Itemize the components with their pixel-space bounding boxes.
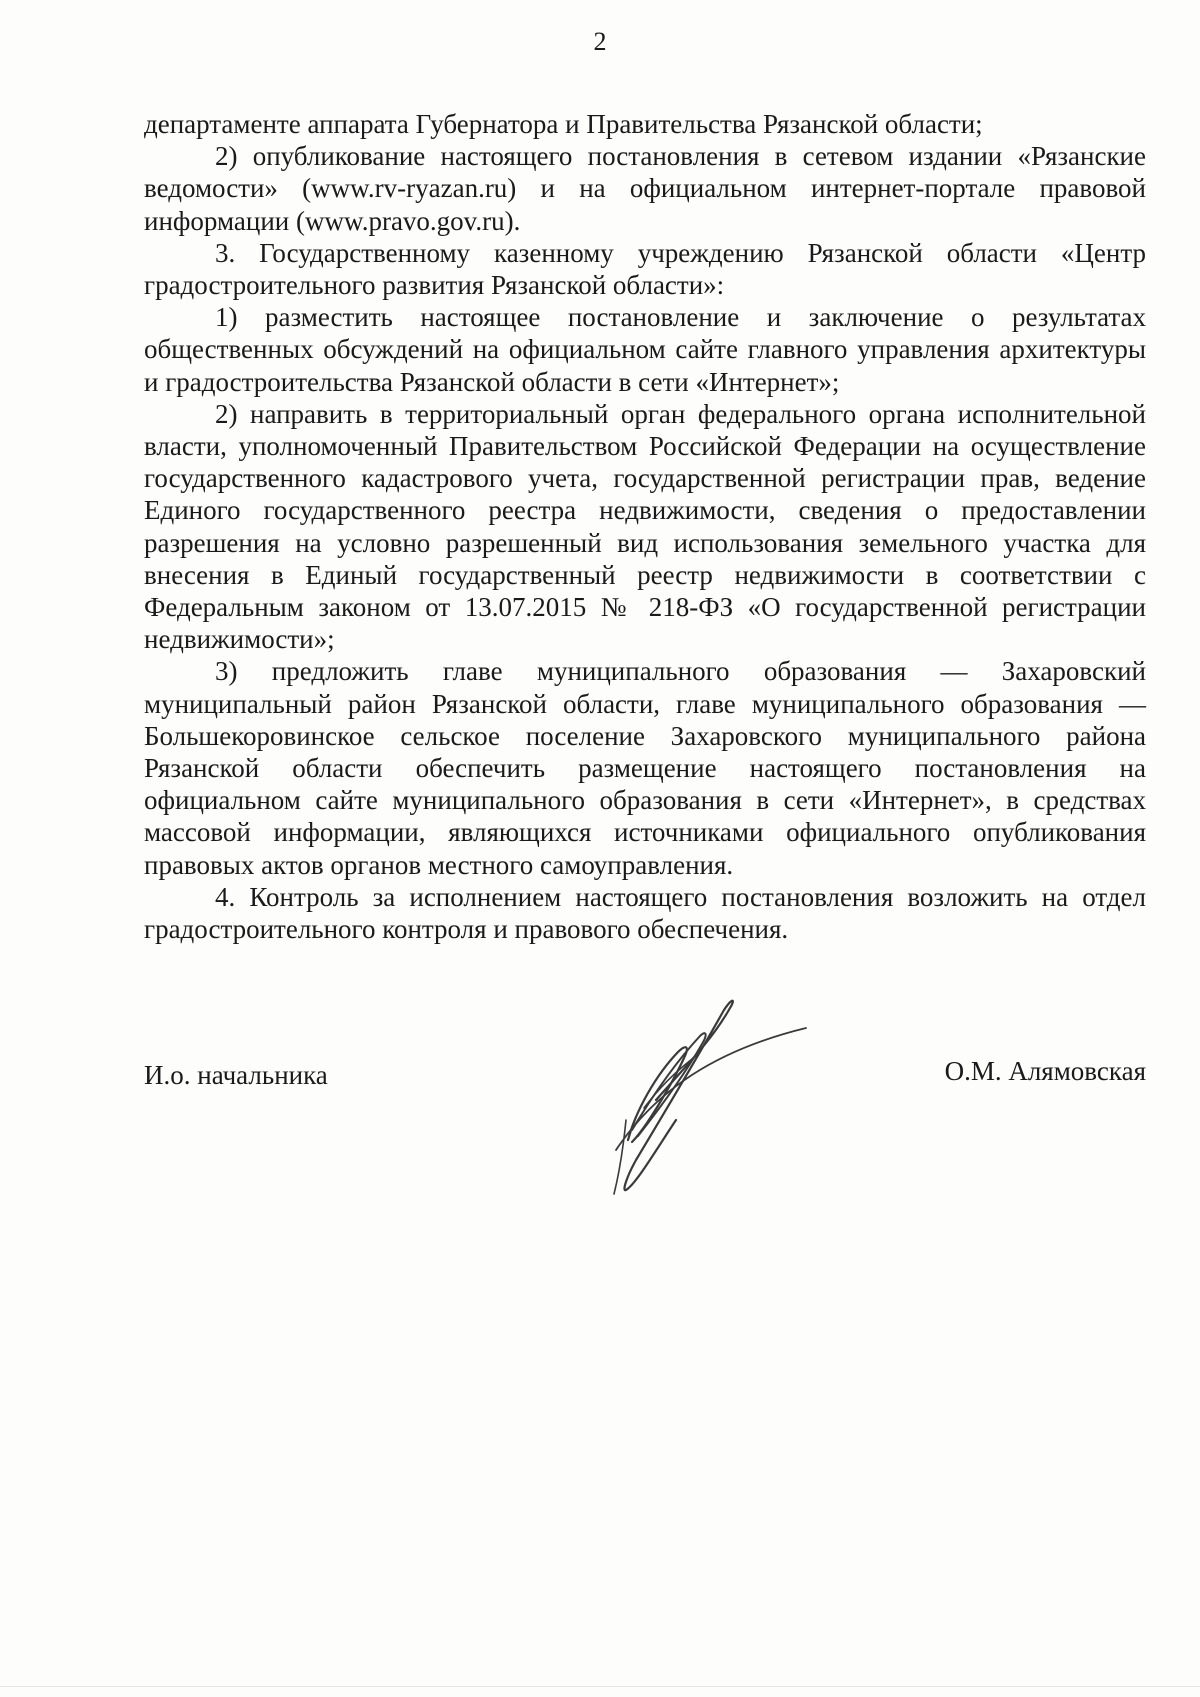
paragraph-subitem-3-propose: 3) предложить главе муниципального образования — Захаровский муниципальный район Рязанской области, главе муниципального образования — Большекоровинское сельское поселение Захаровского муниципального района Рязанской области обеспечить размещение настоящего постановления на официальном сайте муниципального образования в сети «Интернет», в средствах массовой информации, являющихся источниками официального опубликования правовых актов органов местного самоуправления. [144,656,1146,880]
scan-edge-divider [0,1686,1200,1687]
document-body [144,108,1146,945]
signatory-name: О.М. Алямовская [944,1056,1146,1086]
paragraph-continuation: департаменте аппарата Губернатора и Правительства Рязанской области; [144,109,983,139]
paragraph-item-2-publication: 2) опубликование настоящего постановления в сетевом издании «Рязанские ведомости» (www.rv-ryazan.ru) и на официальном интернет-портале правовой информации (www.pravo.gov.ru). [144,141,1146,236]
paragraph-item-4-control: 4. Контроль за исполнением настоящего постановления возложить на отдел градостроительного контроля и правового обеспечения. [144,881,1146,945]
paragraph-subitem-1-publish: 1) разместить настоящее постановление и заключение о результатах общественных обсуждений на официальном сайте главного управления архитектуры и градостроительства Рязанской области в сети «Интернет»; [144,302,1146,397]
paragraph-item-3-center: 3. Государственному казенному учреждению Рязанской области «Центр градостроительного развития Рязанской области»: [144,237,1146,301]
signatory-position: И.о. начальника [144,1060,328,1090]
paragraph-subitem-2-send: 2) направить в территориальный орган федерального органа исполнительной власти, уполномоченный Правительством Российской Федерации на осуществление государственного кадастрового учета, государственной регистрации прав, ведение Единого государственного реестра недвижимости, сведения о предоставлении разрешения на условно разрешенный вид использования земельного участка для внесения в Единый государственный реестр недвижимости в соответствии с Федеральным законом от 13.07.2015 № 218-ФЗ «О государственной регистрации недвижимости»; [144,398,1146,655]
page-number: 2 [593,27,607,56]
handwritten-signature-icon [596,980,846,1200]
